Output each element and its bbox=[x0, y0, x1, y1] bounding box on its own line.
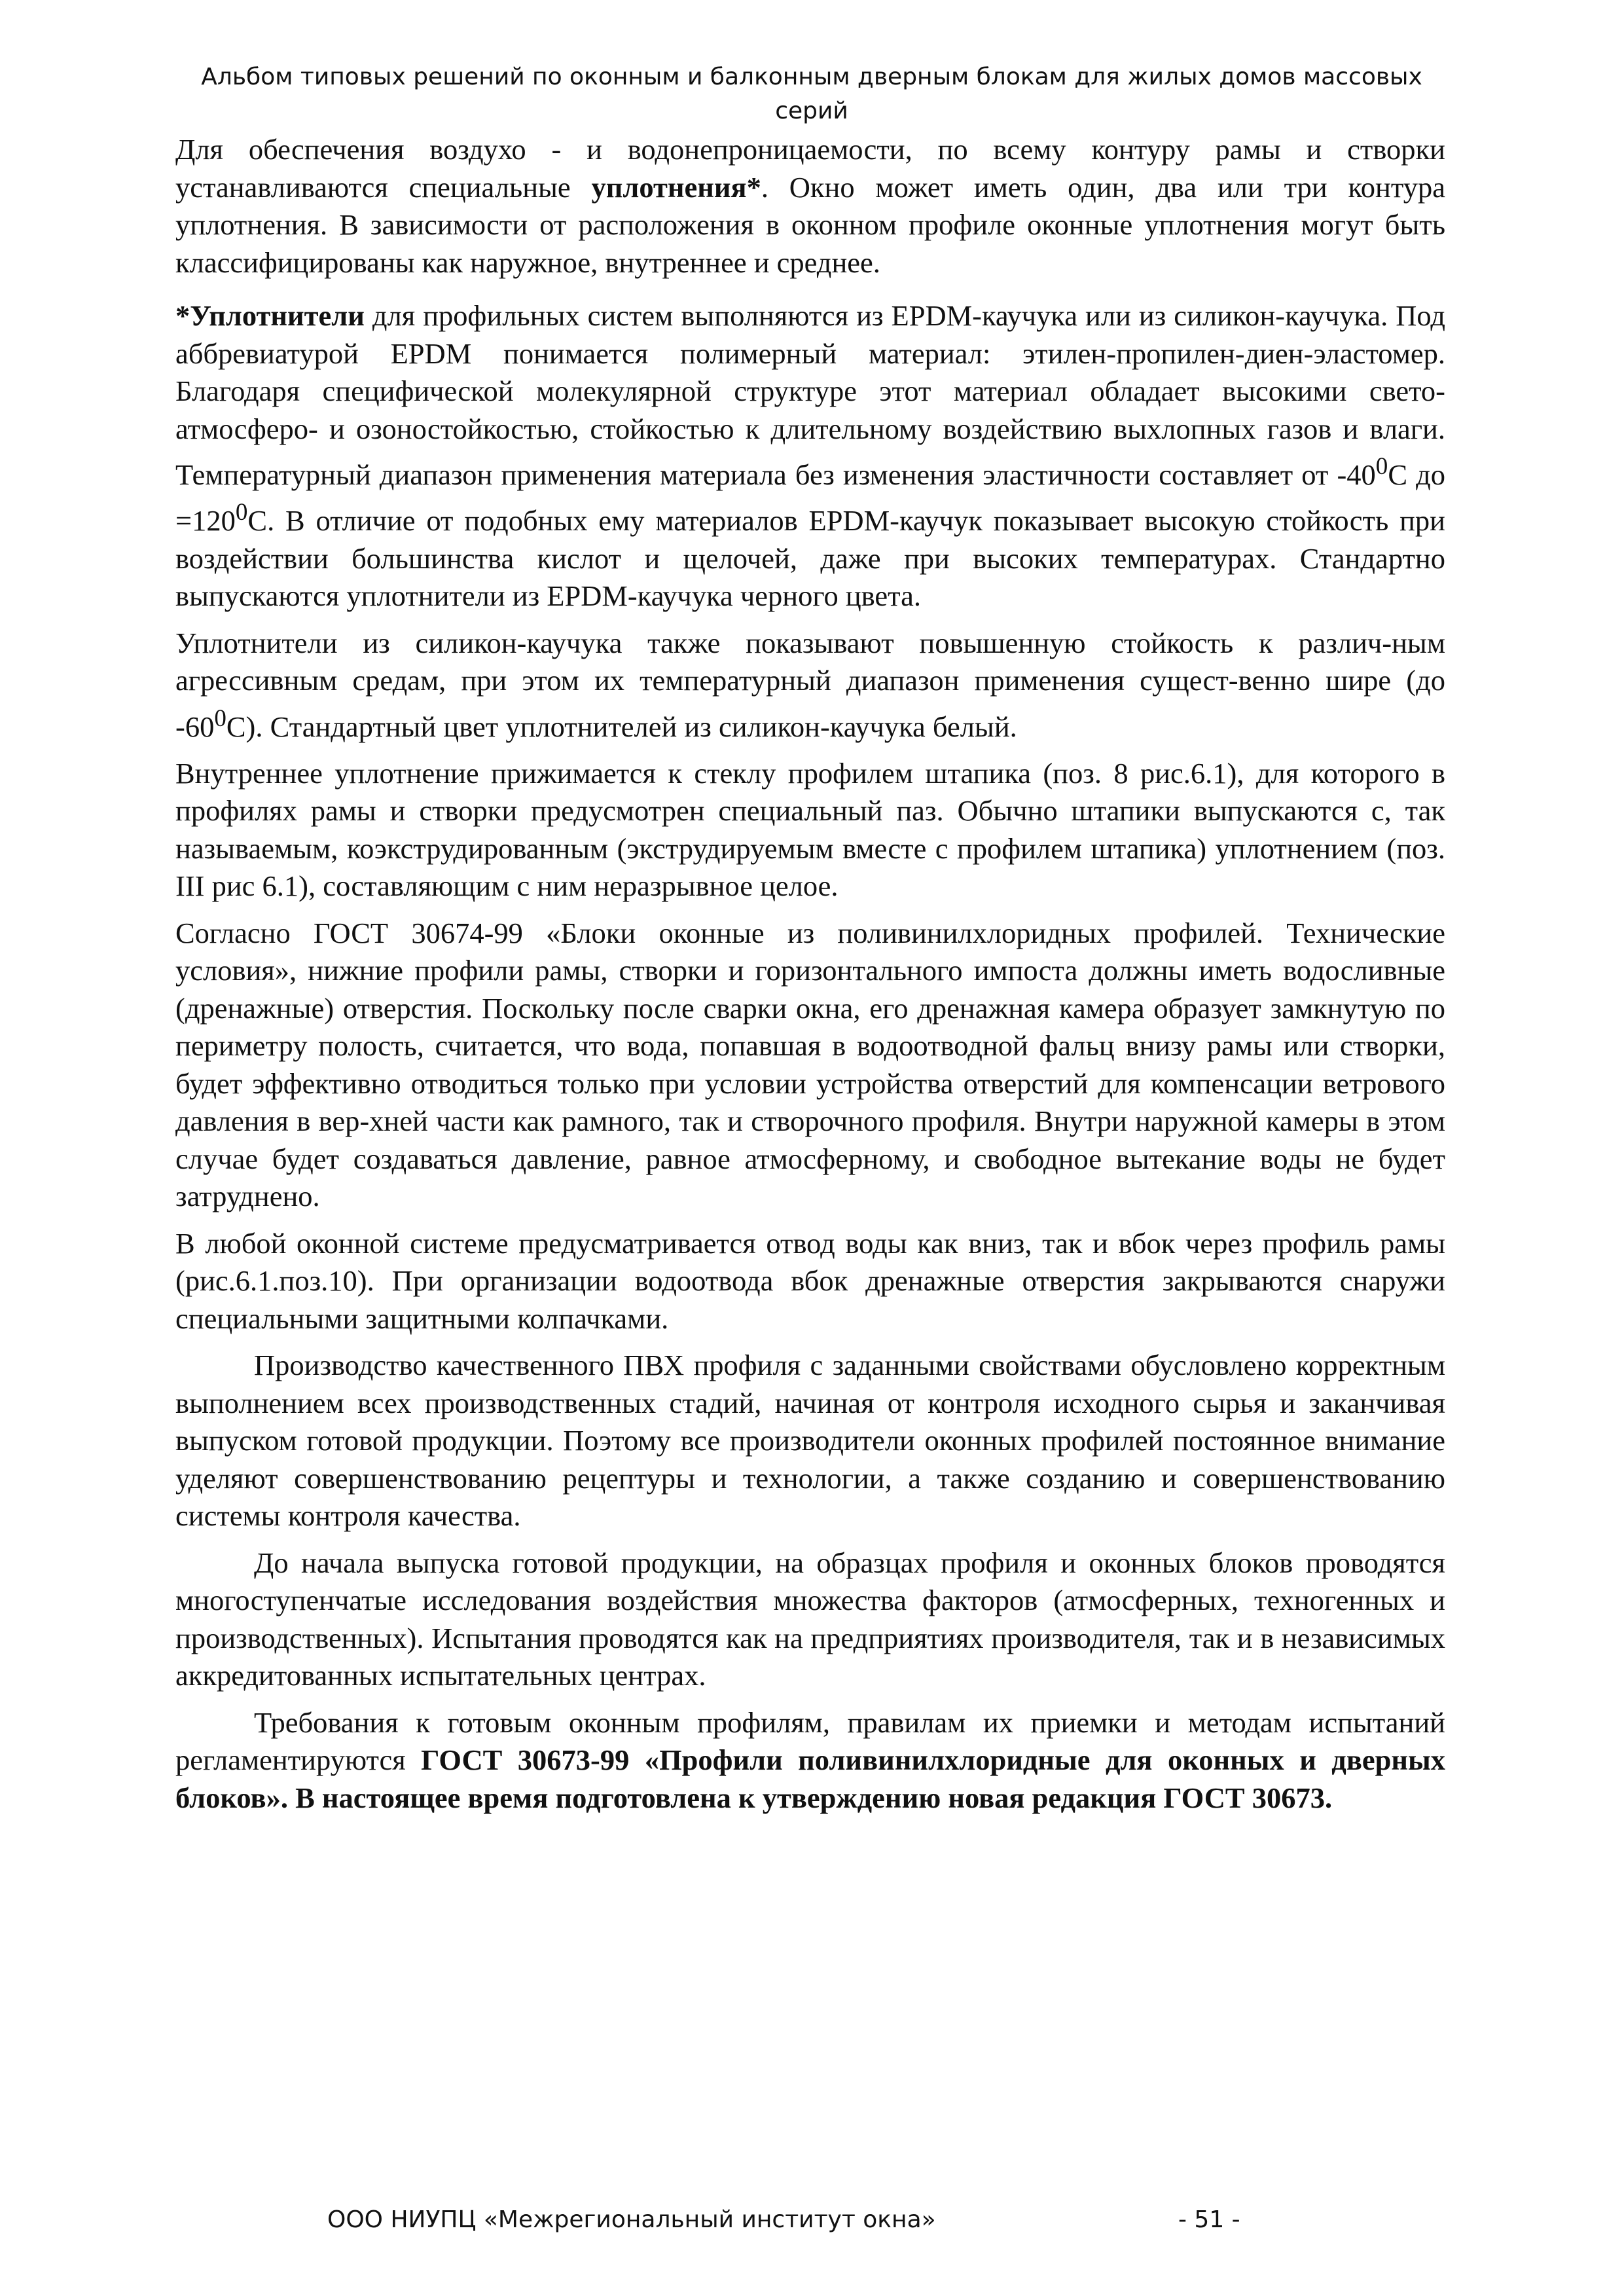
body-text bbox=[175, 131, 1445, 1826]
term-seals: уплотнения* bbox=[591, 170, 761, 204]
paragraph-production: Производство качественного ПВХ профиля с заданными свойствами обусловлено корректным выполнением всех производственных стадий, начиная от контроля исходного сырья и заканчивая выпуском готовой продукции. Поэтому все производители оконных профилей постоянное внимание уделяют совершенствованию рецептуры и технологии, а также созданию и совершенствованию системы контроля качества. bbox=[175, 1349, 1445, 1533]
paragraph-drainage: Согласно ГОСТ 30674-99 «Блоки оконные из поливинилхлоридных профилей. Технические условия», нижние профили рамы, створки и горизонтального импоста должны иметь водосливные (дренажные) отверстия. Поскольку после сварки окна, его дренажная камера образует замкнутую по периметру полость, считается, что вода, попавшая в водоотводной фальц внизу рамы или створки, будет эффективно отводиться только при условии устройства отверстий для компенсации ветрового давления в вер-хней части как рамного, так и створочного профиля. Внутри наружной камеры в этом случае будет создаваться давление, равное атмосферному, и свободное вытекание воды не будет затруднено. bbox=[175, 916, 1445, 1213]
standard-reference: ГОСТ 30673-99 «Профили поливинилхлоридные для оконных и дверных блоков». В настоящее время подготовлена к утверждению новая редакция ГОСТ 30673. bbox=[175, 1743, 1445, 1814]
paragraph-standards: Требования к готовым оконным профилям, правилам их приемки и методам испытаний регламентируются ГОСТ 30673-99 «Профили поливинилхлоридные для оконных и дверных блоков». В настоящее время подготовлена к утверждению новая редакция ГОСТ 30673. bbox=[175, 1705, 1445, 1814]
term-sealants: *Уплотнители bbox=[175, 299, 365, 332]
header-line-1: Альбом типовых решений по оконным и балконным дверным блокам для жилых домов массовых bbox=[201, 64, 1422, 90]
footer-organization: ООО НИУПЦ «Межрегиональный институт окна» bbox=[327, 2206, 936, 2233]
paragraph-silicone: Уплотнители из силикон-каучука также показывают повышенную стойкость к различ-ным агрессивным средам, при этом их температурный диапазон применения сущест-венно шире (до $-60^0С$). Стандартный цвет уплотнителей из силикон-каучука белый. bbox=[175, 626, 1445, 743]
paragraph-testing: До начала выпуска готовой продукции, на образцах профиля и оконных блоков проводятся многоступенчатые исследования воздействия множества факторов (атмосферных, техногенных и производственных). Испытания проводятся как на предприятиях производителя, так и в независимых аккредитованных испытательных центрах. bbox=[175, 1546, 1445, 1692]
paragraph-water-drain: В любой оконной системе предусматривается отвод воды как вниз, так и вбок через профиль рамы (рис.6.1.поз.10). При организации водоотвода вбок дренажные отверстия закрываются снаружи специальными защитными колпачками. bbox=[175, 1226, 1445, 1335]
paragraph-glazing-bead: Внутреннее уплотнение прижимается к стеклу профилем штапика (поз. 8 рис.6.1), для которого в профилях рамы и створки предусмотрен специальный паз. Обычно штапики выпускаются с, так называемым, коэкструдированным (экструдируемым вместе с профилем штапика) уплотнением (поз. III рис 6.1), составляющим с ним неразрывное целое. bbox=[175, 756, 1445, 903]
header-line-2: серий bbox=[775, 98, 848, 124]
page-number: - 51 - bbox=[1178, 2206, 1240, 2233]
paragraph-seals-intro: Для обеспечения воздухо - и водонепроницаемости, по всему контуру рамы и створки устанавливаются специальные уплотнения*. Окно может иметь один, два или три контура уплотнения. В зависимости от расположения в оконном профиле оконные уплотнения могут быть классифицированы как наружное, внутреннее и среднее. bbox=[175, 133, 1445, 279]
running-header bbox=[183, 60, 1440, 128]
paragraph-epdm: *Уплотнители для профильных систем выполняются из EPDM-каучука или из силикон-каучука. Под аббревиатурой EPDM понимается полимерный материал: этилен-пропилен-диен-эластомер. Благодаря специфической молекулярной структуре этот материал обладает высокими свето- атмосферо- и озоностойкостью, стойкостью к длительному воздействию выхлопных газов и влаги. Температурный диапазон применения материала без изменения эластичности составляет от $-40^0С$ до $=120^0С$. В отличие от подобных ему материалов EPDM-каучук показывает высокую стойкость при воздействии большинства кислот и щелочей, даже при высоких температурах. Стандартно выпускаются уплотнители из EPDM-каучука черного цвета. bbox=[175, 299, 1446, 613]
